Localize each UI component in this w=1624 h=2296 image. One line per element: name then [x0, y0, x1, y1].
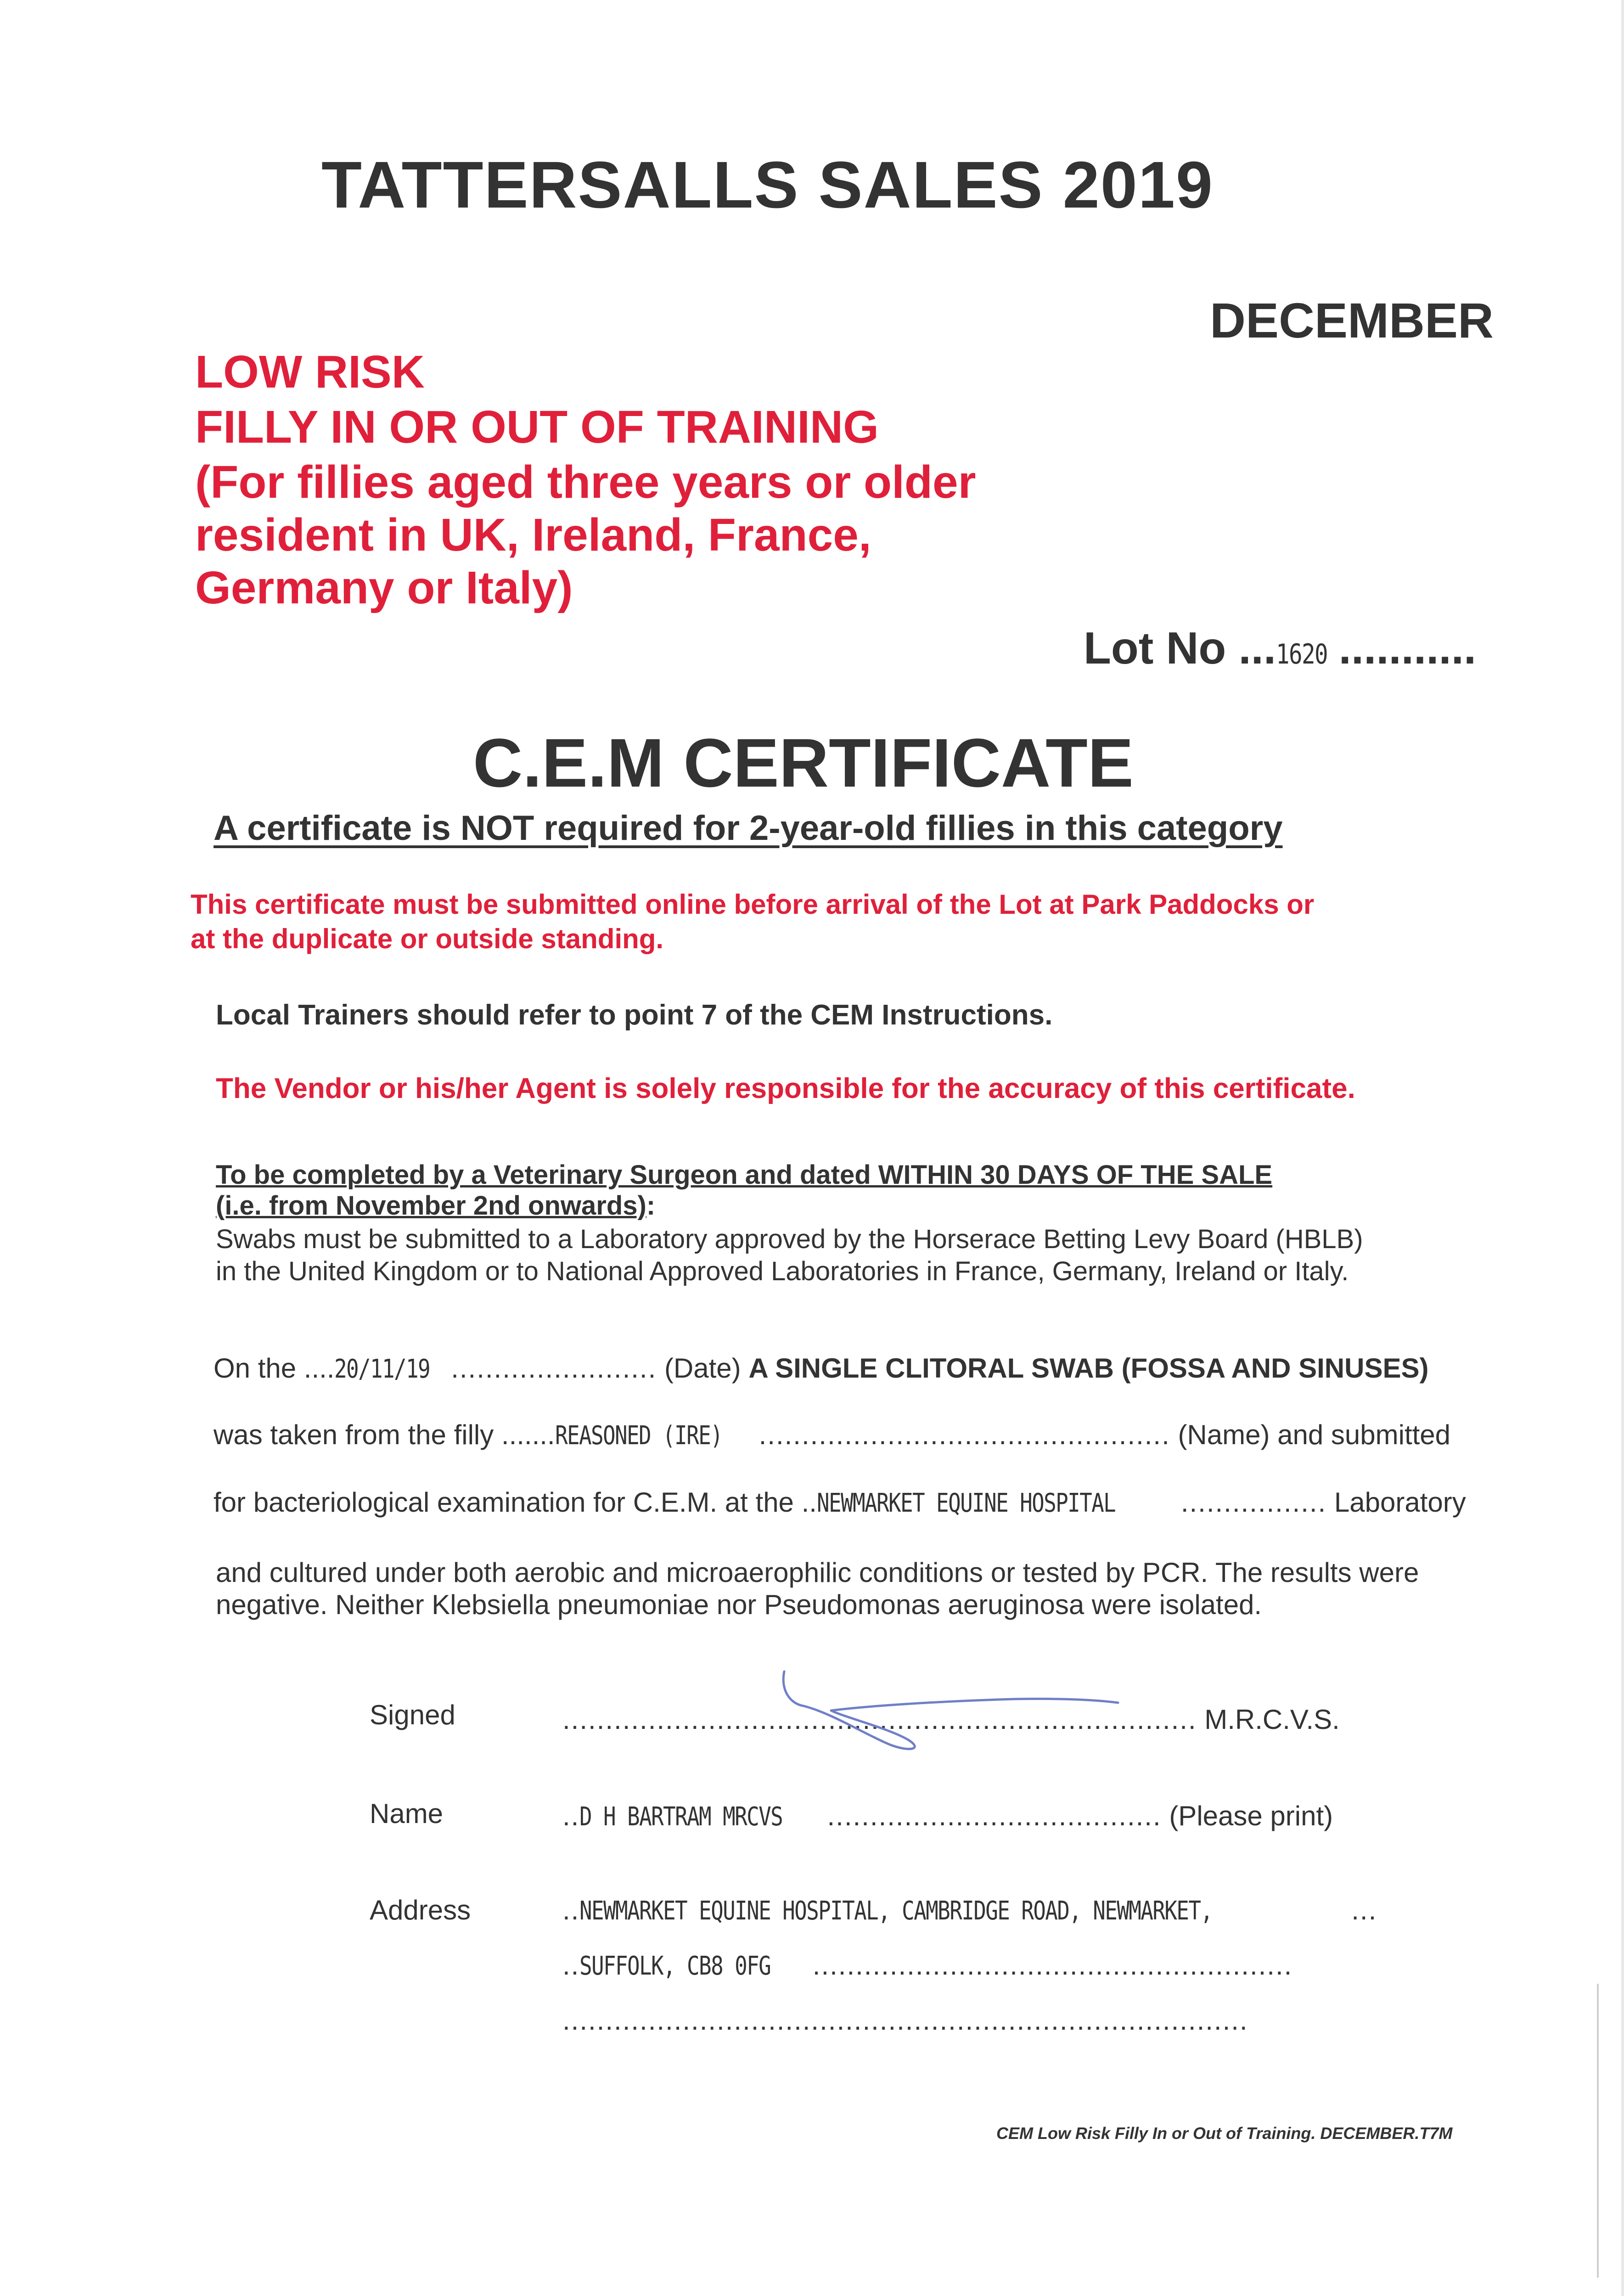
on-the-label: On the .... — [214, 1353, 335, 1384]
swab-instruction-line-2: in the United Kingdom or to National Approved Laboratories in France, Germany, Ireland or Italy. — [216, 1256, 1349, 1286]
date-dots: ........................ — [451, 1353, 657, 1384]
submission-warning-line-1: This certificate must be submitted online before arrival of the Lot at Park Paddocks or — [191, 889, 1315, 920]
filly-dots: ................................................ — [759, 1419, 1170, 1450]
laboratory-dots: ................. — [1180, 1487, 1327, 1518]
results-line-1: and cultured under both aerobic and microaerophilic conditions or tested by PCR. The results were — [216, 1557, 1419, 1588]
category-line-2: FILLY IN OR OUT OF TRAINING — [195, 401, 879, 453]
scan-edge-shadow — [1621, 0, 1624, 2296]
local-trainers-note: Local Trainers should refer to point 7 of the CEM Instructions. — [216, 999, 1053, 1031]
sale-month: DECEMBER — [1210, 293, 1494, 348]
date-suffix: (Date) — [664, 1353, 741, 1384]
filly-label: was taken from the filly ....... — [214, 1419, 555, 1450]
address-line-2-dots: ........................................................ — [812, 1950, 1293, 1981]
submission-warning-line-2: at the duplicate or outside standing. — [191, 923, 664, 954]
category-line-1: LOW RISK — [195, 346, 425, 398]
signed-label: Signed — [370, 1699, 455, 1730]
filly-name-value: REASONED (IRE) — [555, 1421, 722, 1451]
address-line-2 — [562, 1949, 1292, 1981]
name-label: Name — [370, 1798, 444, 1829]
address-lead-dots: .. — [562, 1895, 580, 1925]
swab-date-value: 20/11/19 — [334, 1354, 430, 1384]
address-line-1 — [562, 1894, 1377, 1926]
please-print-suffix: (Please print) — [1169, 1801, 1333, 1831]
date-row — [214, 1352, 1429, 1384]
form-reference-footer: CEM Low Risk Filly In or Out of Training. DECEMBER.T7M — [996, 2124, 1453, 2143]
lot-number-value: 1620 — [1276, 638, 1328, 670]
vet-name-row — [562, 1800, 1333, 1832]
address-line-3-dots: ................................................................................ — [562, 2005, 1248, 2036]
signature-dots: .......................................................................... — [562, 1704, 1197, 1735]
results-line-2: negative. Neither Klebsiella pneumoniae nor Pseudomonas aeruginosa were isolated. — [216, 1589, 1262, 1620]
certificate-subheading: A certificate is NOT required for 2-year-old fillies in this category — [214, 809, 1283, 848]
address-line-2-value: SUFFOLK, CB8 0FG — [579, 1951, 771, 1981]
lot-number-field — [1084, 622, 1476, 674]
vet-heading-part-1: To be completed by a Veterinary Surgeon and dated WITHIN 30 DAYS OF THE SALE — [216, 1160, 1273, 1190]
swab-description: A SINGLE CLITORAL SWAB (FOSSA AND SINUSES) — [748, 1353, 1429, 1384]
address-label: Address — [370, 1895, 471, 1925]
address-line-2-lead: .. — [562, 1950, 580, 1981]
lot-number-label: Lot No ... — [1084, 623, 1276, 673]
address-line-3 — [562, 2004, 1248, 2036]
category-line-3: (For fillies aged three years or older — [195, 456, 976, 508]
vet-heading-colon: : — [646, 1191, 656, 1221]
filly-row — [214, 1419, 1450, 1451]
mrcvs-suffix: M.R.C.V.S. — [1204, 1704, 1340, 1735]
certificate-title: C.E.M CERTIFICATE — [473, 724, 1134, 801]
vet-heading-part-2: (i.e. from November 2nd onwards) — [216, 1191, 646, 1221]
vet-name-value: D H BARTRAM MRCVS — [579, 1802, 783, 1832]
name-lead-dots: .. — [562, 1801, 580, 1831]
vet-heading-line-2 — [216, 1190, 655, 1221]
signature-scribble — [776, 1662, 1125, 1754]
laboratory-row — [214, 1486, 1466, 1518]
vendor-responsibility-note: The Vendor or his/her Agent is solely responsible for the accuracy of this certificate. — [216, 1073, 1355, 1104]
address-line-1-value: NEWMARKET EQUINE HOSPITAL, CAMBRIDGE ROAD, NEWMARKET, — [579, 1896, 1213, 1926]
laboratory-name-value: NEWMARKET EQUINE HOSPITAL — [816, 1488, 1116, 1518]
laboratory-suffix: Laboratory — [1334, 1487, 1466, 1518]
lot-number-dots: ........... — [1338, 623, 1477, 673]
page-title: TATTERSALLS SALES 2019 — [321, 148, 1214, 222]
laboratory-label: for bacteriological examination for C.E.M. at the .. — [214, 1487, 817, 1518]
category-line-5: Germany or Italy) — [195, 562, 573, 613]
swab-instruction-line-1: Swabs must be submitted to a Laboratory approved by the Horserace Betting Levy Board (HBLB) — [216, 1224, 1363, 1254]
category-line-4: resident in UK, Ireland, France, — [195, 509, 871, 561]
vet-instructions-heading — [216, 1159, 1272, 1190]
name-dots: ....................................... — [827, 1801, 1162, 1831]
address-line-1-dots: ... — [1351, 1895, 1377, 1925]
filly-suffix: (Name) and submitted — [1178, 1419, 1451, 1450]
scan-fold-mark — [1597, 1984, 1599, 2278]
